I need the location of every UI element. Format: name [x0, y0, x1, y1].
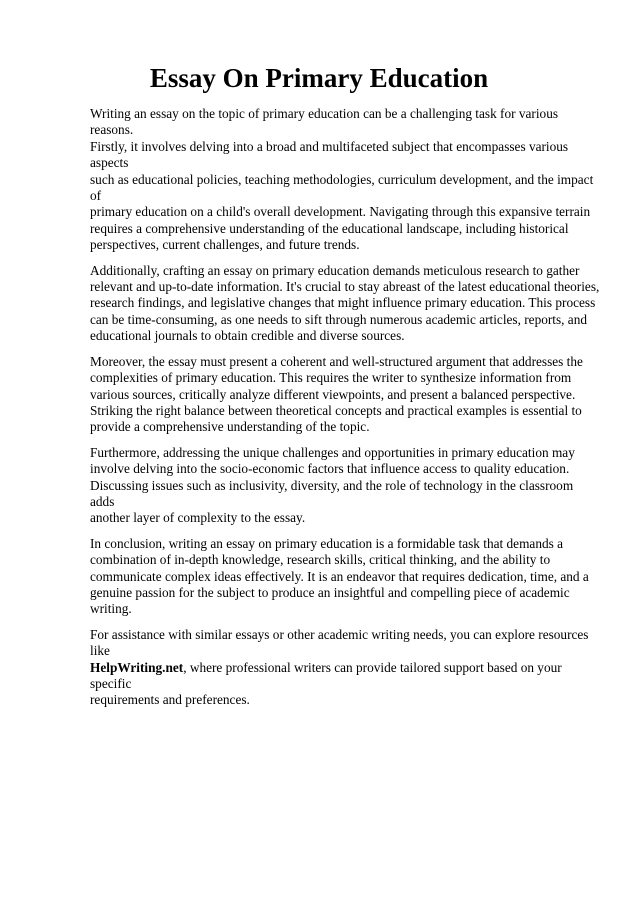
closing-text-before: For assistance with similar essays or other academic writing needs, you can explore resources like: [90, 626, 589, 659]
paragraph-closing: [90, 627, 600, 709]
closing-text-after: , where professional writers can provide tailored support based on your specific requirements and preferences.: [90, 659, 562, 708]
paragraph-research: Additionally, crafting an essay on primary education demands meticulous research to gather relevant and up-to-date information. It's crucial to stay abreast of the latest educational theories, research findings, and legislative changes that might influence primary education. This process can be time-consuming, as one needs to sift through numerous academic articles, reports, and educational journals to obtain credible and diverse sources.: [90, 262, 600, 344]
document-title: Essay On Primary Education: [149, 63, 489, 93]
helpwriting-link[interactable]: HelpWriting.net: [90, 659, 184, 675]
paragraph-conclusion: In conclusion, writing an essay on primary education is a formidable task that demands a combination of in-depth knowledge, research skills, critical thinking, and the ability to communicate complex ideas effectively. It is an endeavor that requires dedication, time, and a genuine passion for the subject to produce an insightful and compelling piece of academic writing.: [90, 535, 589, 617]
paragraph-argument: Moreover, the essay must present a coherent and well-structured argument that addresses the complexities of primary education. This requires the writer to synthesize information from various sources, critically analyze different viewpoints, and present a balanced perspective. Striking the right balance between theoretical concepts and practical examples is essential to provide a comprehensive understanding of the topic.: [90, 353, 583, 435]
paragraph-challenges: Furthermore, addressing the unique challenges and opportunities in primary education may involve delving into the socio-economic factors that influence access to quality education. Discussing issues such as inclusivity, diversity, and the role of technology in the classroom adds another layer of complexity to the essay.: [90, 444, 575, 526]
paragraph-intro: Writing an essay on the topic of primary education can be a challenging task for various reasons. Firstly, it involves delving into a broad and multifaceted subject that encompasses various aspects such as educational policies, teaching methodologies, curriculum development, and the impact of primary education on a child's overall development. Navigating through this expansive terrain requires a comprehensive understanding of the educational landscape, including historical perspectives, current challenges, and future trends.: [90, 106, 594, 253]
document-body: [90, 106, 600, 718]
